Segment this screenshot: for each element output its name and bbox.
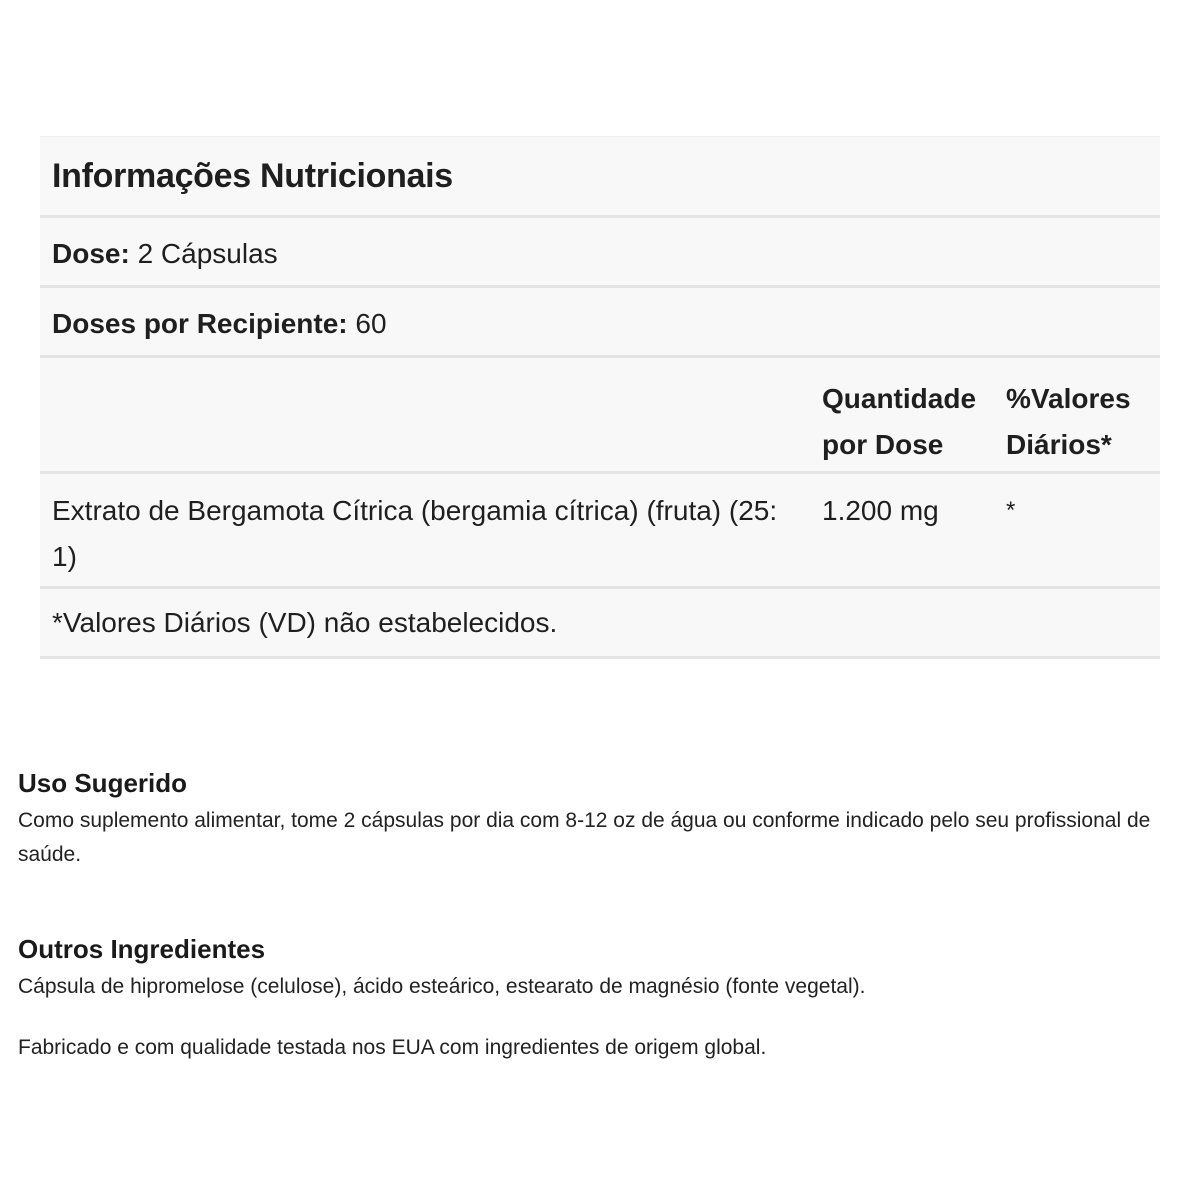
daily-value-header-line-1: %Valores — [1006, 383, 1131, 414]
other-ingredients-text: Cápsula de hipromelose (celulose), ácido esteárico, estearato de magnésio (fonte vegetal). — [18, 975, 866, 998]
amount-per-serving-header — [822, 376, 1002, 468]
suggested-use-text: Como suplemento alimentar, tome 2 cápsulas por dia com 8-12 oz de água ou conforme indicado pelo seu profissional de saúde. — [18, 809, 1151, 866]
daily-value-footnote: *Valores Diários (VD) não estabelecidos. — [40, 589, 1160, 659]
supplement-facts-table — [40, 136, 1160, 659]
serving-size-value: 2 Cápsulas — [137, 238, 278, 269]
other-ingredients-heading: Outros Ingredientes — [18, 934, 266, 964]
amount-header-line-2: por Dose — [822, 429, 944, 460]
servings-per-container-row — [40, 288, 1160, 358]
serving-size-row — [40, 218, 1160, 288]
servings-per-container-value: 60 — [355, 308, 387, 339]
ingredient-amount: 1.200 mg — [822, 495, 939, 526]
other-ingredients-section — [18, 932, 1188, 1004]
servings-per-container-label: Doses por Recipiente: — [52, 308, 348, 339]
amount-header-line-1: Quantidade — [822, 383, 977, 414]
manufacturing-note: Fabricado e com qualidade testada nos EUA com ingredientes de origem global. — [18, 1036, 767, 1059]
ingredient-daily-value: * — [1006, 497, 1016, 524]
ingredient-name: Extrato de Bergamota Cítrica (bergamia cítrica) (fruta) (25: 1) — [52, 495, 778, 572]
facts-title: Informações Nutricionais — [40, 137, 1160, 218]
ingredient-row — [40, 474, 1160, 589]
daily-value-header-line-2: Diários* — [1006, 429, 1112, 460]
suggested-use-heading: Uso Sugerido — [18, 768, 188, 798]
serving-size-label: Dose: — [52, 238, 130, 269]
table-header-row — [40, 358, 1160, 474]
suggested-use-section — [18, 766, 1188, 872]
daily-value-header — [1006, 376, 1156, 468]
